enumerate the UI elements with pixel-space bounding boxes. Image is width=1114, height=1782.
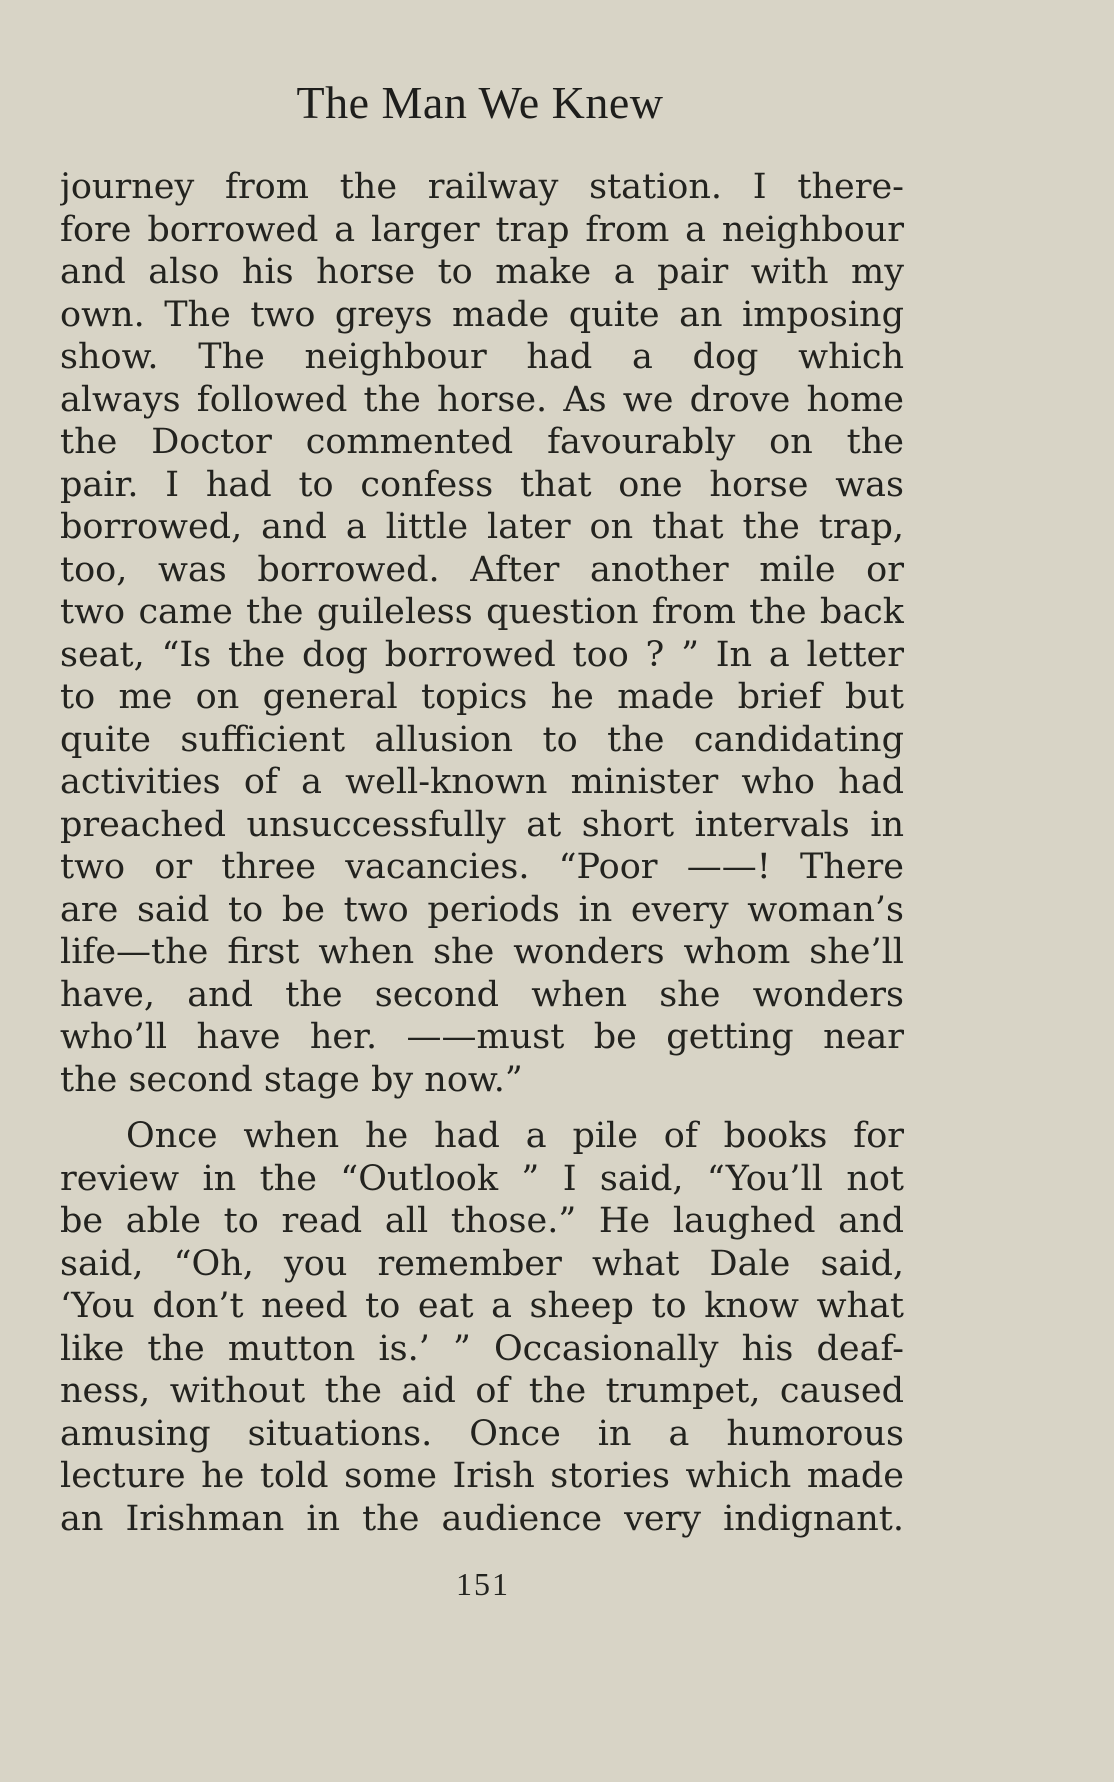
- text-line: are said to be two periods in every woman’s: [60, 889, 904, 930]
- text-line: have, and the second when she wonders: [60, 974, 904, 1015]
- text-line: Once when he had a pile of books for: [126, 1116, 904, 1156]
- text-line: and also his horse to make a pair with my: [60, 252, 904, 292]
- paragraph-2: [60, 1115, 904, 1540]
- text-line: journey from the railway station. I there-: [60, 167, 904, 207]
- text-line: seat, “Is the dog borrowed too ? ” In a letter: [60, 634, 904, 675]
- running-head: The Man We Knew: [296, 77, 664, 128]
- text-line: lecture he told some Irish stories which made: [60, 1456, 904, 1496]
- text-line: review in the “Outlook ” I said, “You’ll not: [60, 1158, 904, 1199]
- text-line: two came the guileless question from the back: [60, 592, 904, 632]
- text-line: quite sufficient allusion to the candidating: [60, 719, 904, 760]
- text-line: always followed the horse. As we drove home: [60, 379, 904, 420]
- text-line: ness, without the aid of the trumpet, caused: [60, 1371, 904, 1411]
- text-line: to me on general topics he made brief but: [60, 677, 904, 717]
- text-line: amusing situations. Once in a humorous: [60, 1413, 904, 1454]
- text-line: pair. I had to confess that one horse was: [60, 464, 904, 505]
- text-line: activities of a well-known minister who had: [60, 762, 904, 802]
- text-line: like the mutton is.’ ” Occasionally his deaf-: [60, 1328, 904, 1369]
- text-line: own. The two greys made quite an imposing: [60, 294, 904, 335]
- text-line: an Irishman in the audience very indignant.: [60, 1498, 904, 1539]
- text-line: be able to read all those.” He laughed and: [60, 1201, 904, 1241]
- text-line: preached unsuccessfully at short intervals in: [60, 804, 904, 845]
- page-number: 151: [456, 1566, 510, 1602]
- text-line: the second stage by now.”: [60, 1059, 523, 1100]
- text-line: ‘You don’t need to eat a sheep to know what: [60, 1286, 904, 1326]
- text-line: the Doctor commented favourably on the: [60, 422, 904, 462]
- text-line: said, “Oh, you remember what Dale said,: [60, 1243, 904, 1284]
- paragraph-gap: [60, 1101, 904, 1115]
- text-line: life—the first when she wonders whom she’ll: [60, 932, 904, 972]
- text-line: show. The neighbour had a dog which: [60, 337, 904, 377]
- text-line: two or three vacancies. “Poor ——! There: [60, 847, 904, 887]
- paragraph-1: [60, 166, 904, 1101]
- text-line: borrowed, and a little later on that the trap,: [60, 507, 904, 547]
- text-line: who’ll have her. ——must be getting near: [60, 1017, 904, 1057]
- text-line: fore borrowed a larger trap from a neighbour: [60, 209, 904, 250]
- body-text: [60, 166, 904, 1540]
- text-line: too, was borrowed. After another mile or: [60, 549, 904, 590]
